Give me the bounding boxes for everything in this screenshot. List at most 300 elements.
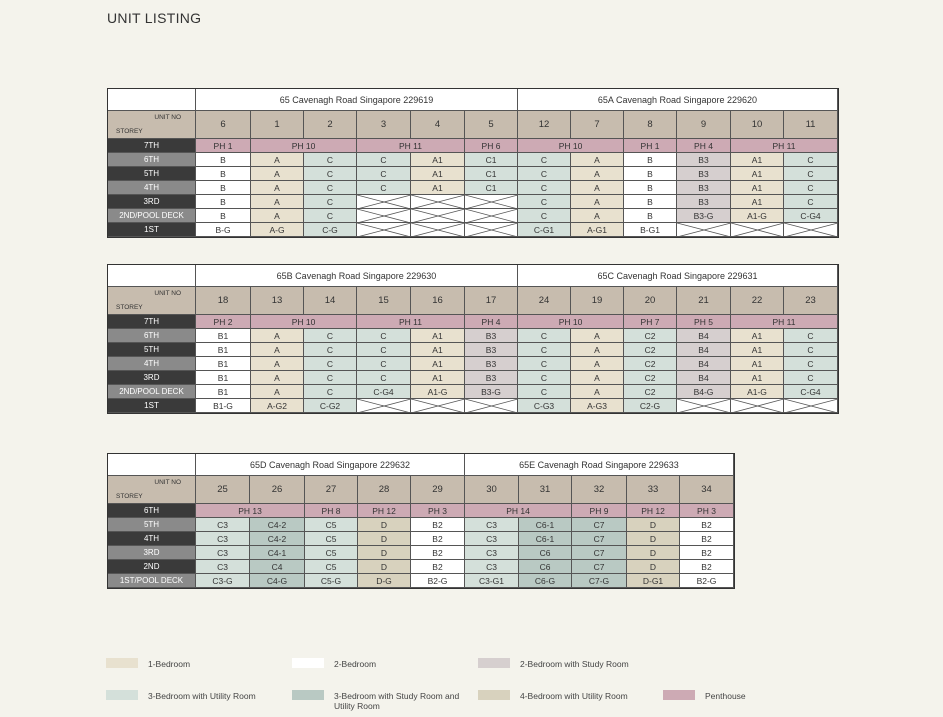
unit-number: 19 <box>571 287 624 315</box>
unit-type-cell: C <box>304 195 357 209</box>
storey-label-cell: 5TH <box>108 343 196 357</box>
unit-type-cell: A1 <box>731 167 784 181</box>
storey-label: STOREY <box>116 304 143 311</box>
unit-type-cell: B <box>624 195 677 209</box>
unit-number: 34 <box>680 476 734 504</box>
unit-type-cell: A1 <box>731 343 784 357</box>
cross-icon <box>357 209 411 223</box>
unit-type-cell: A1 <box>411 167 465 181</box>
unit-type-cell: A1 <box>411 357 465 371</box>
block-address: 65E Cavenagh Road Singapore 229633 <box>465 454 734 476</box>
unit-type-cell: C-G4 <box>784 385 838 399</box>
unit-type-cell: C <box>518 329 571 343</box>
unavailable-cell <box>411 209 465 223</box>
unit-type-cell: C <box>518 385 571 399</box>
legend-label: 3-Bedroom with Study Room and Utility Room <box>334 691 460 711</box>
unavailable-cell <box>411 223 465 237</box>
unit-type-cell: C3-G1 <box>465 574 519 588</box>
storey-label-cell: 5TH <box>108 167 196 181</box>
unit-type-cell: C <box>784 357 838 371</box>
unit-type-cell: B4 <box>677 371 731 385</box>
storey-label: STOREY <box>116 128 143 135</box>
unit-type-cell: A-G2 <box>251 399 304 413</box>
cross-icon <box>465 209 518 223</box>
penthouse-cell: PH 13 <box>196 504 305 518</box>
unit-type-cell: C <box>357 357 411 371</box>
cross-icon <box>784 223 838 237</box>
unit-number: 10 <box>731 111 784 139</box>
unit-number: 17 <box>465 287 518 315</box>
unit-type-cell: C <box>518 167 571 181</box>
unit-number: 31 <box>519 476 572 504</box>
unit-type-cell: C <box>518 181 571 195</box>
blank-corner <box>108 89 196 111</box>
unit-type-cell: D <box>358 546 411 560</box>
block-address: 65C Cavenagh Road Singapore 229631 <box>518 265 838 287</box>
unit-number: 32 <box>572 476 627 504</box>
unit-type-cell: C6 <box>519 560 572 574</box>
unit-number: 30 <box>465 476 519 504</box>
storey-label-cell: 1ST/POOL DECK <box>108 574 196 588</box>
unit-type-cell: C <box>784 329 838 343</box>
unit-number: 14 <box>304 287 357 315</box>
unit-type-cell: B-G <box>196 223 251 237</box>
unit-type-cell: C <box>304 153 357 167</box>
unit-type-cell: A1-G <box>731 385 784 399</box>
storey-label-cell: 5TH <box>108 518 196 532</box>
penthouse-cell: PH 1 <box>624 139 677 153</box>
blank-corner <box>108 454 196 476</box>
storey-label-cell: 4TH <box>108 357 196 371</box>
unit-type-cell: A1 <box>731 357 784 371</box>
unavailable-cell <box>465 399 518 413</box>
legend-swatch <box>478 690 510 700</box>
penthouse-cell: PH 3 <box>411 504 465 518</box>
unit-type-cell: C5 <box>305 532 358 546</box>
unit-type-cell: C <box>518 371 571 385</box>
unit-type-cell: B2 <box>680 560 734 574</box>
legend-label: 3-Bedroom with Utility Room <box>148 691 256 701</box>
unit-type-cell: A <box>251 181 304 195</box>
unit-type-cell: B4-G <box>677 385 731 399</box>
unit-type-cell: A1 <box>411 153 465 167</box>
penthouse-cell: PH 11 <box>357 315 465 329</box>
penthouse-cell: PH 10 <box>251 315 357 329</box>
unit-number: 8 <box>624 111 677 139</box>
unit-type-cell: B <box>624 167 677 181</box>
unit-type-cell: C <box>304 357 357 371</box>
unit-type-cell: C <box>518 343 571 357</box>
unit-type-cell: C <box>357 167 411 181</box>
unit-number: 12 <box>518 111 571 139</box>
unit-type-cell: B2-G <box>411 574 465 588</box>
unit-type-cell: C5 <box>305 546 358 560</box>
unit-type-cell: A <box>251 371 304 385</box>
unit-type-cell: C1 <box>465 153 518 167</box>
unavailable-cell <box>677 223 731 237</box>
penthouse-cell: PH 6 <box>465 139 518 153</box>
unit-type-cell: C-G <box>304 223 357 237</box>
unit-number: 27 <box>305 476 358 504</box>
storey-label-cell: 2ND/POOL DECK <box>108 209 196 223</box>
unit-type-cell: B <box>624 153 677 167</box>
storey-label-cell: 6TH <box>108 329 196 343</box>
cross-icon <box>677 223 731 237</box>
unit-type-cell: C2 <box>624 385 677 399</box>
unit-number: 13 <box>251 287 304 315</box>
unit-type-cell: A <box>571 343 624 357</box>
unit-type-cell: A1 <box>411 181 465 195</box>
unit-number: 5 <box>465 111 518 139</box>
storey-label-cell: 6TH <box>108 504 196 518</box>
penthouse-cell: PH 14 <box>465 504 572 518</box>
cross-icon <box>677 399 731 413</box>
storey-label-cell: 3RD <box>108 195 196 209</box>
unit-type-cell: C-G4 <box>357 385 411 399</box>
unit-type-cell: A1-G <box>411 385 465 399</box>
unit-type-cell: C-G4 <box>784 209 838 223</box>
unit-type-cell: B3 <box>677 153 731 167</box>
penthouse-cell: PH 4 <box>465 315 518 329</box>
unit-type-cell: C2-G <box>624 399 677 413</box>
unit-type-cell: B <box>624 209 677 223</box>
legend-swatch <box>106 690 138 700</box>
unit-type-cell: A <box>571 153 624 167</box>
unit-storey-corner <box>108 111 196 139</box>
unit-type-cell: C2 <box>624 343 677 357</box>
unit-number: 6 <box>196 111 251 139</box>
unit-type-cell: C4-1 <box>250 546 305 560</box>
unit-type-cell: C7 <box>572 532 627 546</box>
legend-swatch <box>292 658 324 668</box>
unit-type-cell: A-G3 <box>571 399 624 413</box>
unit-type-cell: D-G <box>358 574 411 588</box>
cross-icon <box>411 195 465 209</box>
unit-type-cell: C7 <box>572 546 627 560</box>
unit-type-cell: C6-G <box>519 574 572 588</box>
unit-type-cell: C4-2 <box>250 532 305 546</box>
penthouse-cell: PH 9 <box>572 504 627 518</box>
unit-type-cell: B3 <box>465 371 518 385</box>
unit-type-cell: B4 <box>677 357 731 371</box>
unit-type-cell: B <box>196 153 251 167</box>
unit-type-cell: A <box>251 343 304 357</box>
unit-number: 15 <box>357 287 411 315</box>
unit-type-cell: D <box>627 532 680 546</box>
unit-storey-corner <box>108 476 196 504</box>
unit-type-cell: B2-G <box>680 574 734 588</box>
unit-type-cell: C-G2 <box>304 399 357 413</box>
legend-label: 4-Bedroom with Utility Room <box>520 691 628 701</box>
unit-type-cell: A1 <box>731 329 784 343</box>
unavailable-cell <box>465 209 518 223</box>
unit-type-cell: B <box>196 195 251 209</box>
unit-type-cell: B3 <box>677 195 731 209</box>
unit-type-cell: A1 <box>731 153 784 167</box>
unit-type-cell: A <box>571 329 624 343</box>
unit-type-cell: C3-G <box>196 574 250 588</box>
unit-type-cell: B3 <box>465 357 518 371</box>
unit-number: 25 <box>196 476 250 504</box>
storey-label-cell: 4TH <box>108 532 196 546</box>
unit-type-cell: C3 <box>465 518 519 532</box>
legend-swatch <box>663 690 695 700</box>
unit-type-cell: A <box>251 209 304 223</box>
unit-type-cell: B3 <box>465 343 518 357</box>
unit-type-cell: B3 <box>677 167 731 181</box>
penthouse-cell: PH 11 <box>357 139 465 153</box>
unit-type-cell: A1-G <box>731 209 784 223</box>
storey-label-cell: 2ND <box>108 560 196 574</box>
unit-type-cell: C3 <box>465 532 519 546</box>
unit-type-cell: C <box>357 153 411 167</box>
unit-number: 26 <box>250 476 305 504</box>
cross-icon <box>357 223 411 237</box>
unit-type-cell: A <box>251 357 304 371</box>
unit-number: 23 <box>784 287 838 315</box>
unit-type-cell: B1 <box>196 385 251 399</box>
unit-type-cell: C <box>304 209 357 223</box>
unit-type-cell: C2 <box>624 371 677 385</box>
unit-no-label: UNIT NO <box>154 290 181 297</box>
unit-type-cell: C5-G <box>305 574 358 588</box>
unit-type-cell: C2 <box>624 329 677 343</box>
unit-type-cell: C-G1 <box>518 223 571 237</box>
unit-type-cell: C <box>357 371 411 385</box>
unit-type-cell: C <box>784 195 838 209</box>
unit-type-cell: A1 <box>731 181 784 195</box>
unit-type-cell: C3 <box>196 518 250 532</box>
unit-type-cell: B2 <box>411 560 465 574</box>
unit-type-cell: B2 <box>411 518 465 532</box>
legend-swatch <box>106 658 138 668</box>
unit-type-cell: C3 <box>196 532 250 546</box>
unit-type-cell: B3 <box>465 329 518 343</box>
unit-type-cell: C6-1 <box>519 518 572 532</box>
unit-type-cell: D-G1 <box>627 574 680 588</box>
storey-label-cell: 3RD <box>108 371 196 385</box>
block-address: 65D Cavenagh Road Singapore 229632 <box>196 454 465 476</box>
unit-number: 16 <box>411 287 465 315</box>
unit-type-cell: C1 <box>465 167 518 181</box>
unit-type-cell: B4 <box>677 343 731 357</box>
unit-type-cell: C4-G <box>250 574 305 588</box>
storey-label-cell: 1ST <box>108 223 196 237</box>
unit-number: 28 <box>358 476 411 504</box>
unit-type-cell: A <box>251 167 304 181</box>
unit-type-cell: C3 <box>196 546 250 560</box>
unit-type-cell: C <box>357 329 411 343</box>
unit-type-cell: B2 <box>411 532 465 546</box>
cross-icon <box>411 223 465 237</box>
unit-number: 24 <box>518 287 571 315</box>
unit-type-cell: B1-G <box>196 399 251 413</box>
unavailable-cell <box>731 223 784 237</box>
cross-icon <box>357 399 411 413</box>
unit-type-cell: A <box>571 181 624 195</box>
unit-type-cell: C7-G <box>572 574 627 588</box>
unit-storey-corner <box>108 287 196 315</box>
cross-icon <box>357 195 411 209</box>
page-title: UNIT LISTING <box>107 10 202 26</box>
unavailable-cell <box>465 195 518 209</box>
legend-label: 2-Bedroom with Study Room <box>520 659 629 669</box>
unit-no-label: UNIT NO <box>154 479 181 486</box>
unit-number: 2 <box>304 111 357 139</box>
unavailable-cell <box>465 223 518 237</box>
unit-type-cell: C <box>357 181 411 195</box>
unit-type-cell: A <box>251 329 304 343</box>
unit-type-cell: D <box>627 560 680 574</box>
unit-number: 1 <box>251 111 304 139</box>
unit-type-cell: C3 <box>196 560 250 574</box>
unavailable-cell <box>357 399 411 413</box>
unit-type-cell: A <box>571 195 624 209</box>
unit-type-cell: B1 <box>196 357 251 371</box>
unit-type-cell: B <box>196 209 251 223</box>
unit-type-cell: B <box>196 181 251 195</box>
unit-number: 9 <box>677 111 731 139</box>
unavailable-cell <box>411 399 465 413</box>
unit-type-cell: C4 <box>250 560 305 574</box>
unit-number: 29 <box>411 476 465 504</box>
unit-type-cell: C <box>784 167 838 181</box>
unavailable-cell <box>677 399 731 413</box>
unit-type-cell: C4-2 <box>250 518 305 532</box>
penthouse-cell: PH 3 <box>680 504 734 518</box>
unit-type-cell: A1 <box>411 343 465 357</box>
unit-type-cell: A <box>571 385 624 399</box>
unit-type-cell: B3-G <box>465 385 518 399</box>
penthouse-cell: PH 2 <box>196 315 251 329</box>
unit-type-cell: C6 <box>519 546 572 560</box>
unit-type-cell: C <box>518 153 571 167</box>
storey-label-cell: 7TH <box>108 139 196 153</box>
unit-type-cell: C <box>304 385 357 399</box>
unit-number: 21 <box>677 287 731 315</box>
unit-type-cell: C <box>304 181 357 195</box>
unavailable-cell <box>731 399 784 413</box>
unit-number: 20 <box>624 287 677 315</box>
penthouse-cell: PH 8 <box>305 504 358 518</box>
unit-type-cell: C <box>304 167 357 181</box>
unit-type-cell: C-G3 <box>518 399 571 413</box>
unit-type-cell: B3-G <box>677 209 731 223</box>
unit-number: 22 <box>731 287 784 315</box>
unit-type-cell: B1 <box>196 371 251 385</box>
penthouse-cell: PH 10 <box>518 315 624 329</box>
unavailable-cell <box>784 223 838 237</box>
penthouse-cell: PH 10 <box>251 139 357 153</box>
unit-number: 4 <box>411 111 465 139</box>
unit-type-cell: A1 <box>411 371 465 385</box>
cross-icon <box>465 399 518 413</box>
unit-type-cell: C <box>784 181 838 195</box>
penthouse-cell: PH 12 <box>627 504 680 518</box>
unit-type-cell: A <box>571 167 624 181</box>
storey-label: STOREY <box>116 493 143 500</box>
unavailable-cell <box>411 195 465 209</box>
legend-swatch <box>292 690 324 700</box>
unit-type-cell: B1 <box>196 329 251 343</box>
unit-type-cell: C3 <box>465 560 519 574</box>
cross-icon <box>465 195 518 209</box>
storey-label-cell: 1ST <box>108 399 196 413</box>
unit-type-cell: B4 <box>677 329 731 343</box>
unit-type-cell: B2 <box>411 546 465 560</box>
unit-table <box>107 264 839 414</box>
unit-type-cell: A <box>571 209 624 223</box>
unavailable-cell <box>357 223 411 237</box>
unit-type-cell: C7 <box>572 518 627 532</box>
unit-type-cell: A-G <box>251 223 304 237</box>
unit-type-cell: C <box>304 343 357 357</box>
cross-icon <box>784 399 838 413</box>
unit-type-cell: C <box>784 343 838 357</box>
unit-type-cell: C <box>518 357 571 371</box>
penthouse-cell: PH 4 <box>677 139 731 153</box>
unit-type-cell: A1 <box>411 329 465 343</box>
legend-label: Penthouse <box>705 691 746 701</box>
unit-type-cell: D <box>358 532 411 546</box>
unit-number: 7 <box>571 111 624 139</box>
unit-type-cell: C7 <box>572 560 627 574</box>
unit-type-cell: D <box>627 546 680 560</box>
unit-type-cell: D <box>358 560 411 574</box>
unit-type-cell: A <box>571 357 624 371</box>
unit-type-cell: C <box>357 343 411 357</box>
cross-icon <box>411 399 465 413</box>
unit-type-cell: B1 <box>196 343 251 357</box>
cross-icon <box>465 223 518 237</box>
unit-type-cell: C1 <box>465 181 518 195</box>
legend-swatch <box>478 658 510 668</box>
block-address: 65B Cavenagh Road Singapore 229630 <box>196 265 518 287</box>
unit-type-cell: B3 <box>677 181 731 195</box>
unit-number: 11 <box>784 111 838 139</box>
block-address: 65A Cavenagh Road Singapore 229620 <box>518 89 838 111</box>
unit-type-cell: A <box>251 195 304 209</box>
legend-label: 2-Bedroom <box>334 659 377 669</box>
penthouse-cell: PH 11 <box>731 315 838 329</box>
unit-type-cell: A-G1 <box>571 223 624 237</box>
unit-type-cell: A1 <box>731 371 784 385</box>
storey-label-cell: 4TH <box>108 181 196 195</box>
unit-type-cell: B2 <box>680 532 734 546</box>
unavailable-cell <box>357 209 411 223</box>
storey-label-cell: 2ND/POOL DECK <box>108 385 196 399</box>
unit-type-cell: C2 <box>624 357 677 371</box>
unit-type-cell: B2 <box>680 546 734 560</box>
unit-type-cell: C <box>304 371 357 385</box>
unit-type-cell: C6-1 <box>519 532 572 546</box>
unit-type-cell: B <box>196 167 251 181</box>
unit-type-cell: D <box>627 518 680 532</box>
unavailable-cell <box>357 195 411 209</box>
penthouse-cell: PH 1 <box>196 139 251 153</box>
unit-number: 3 <box>357 111 411 139</box>
penthouse-cell: PH 12 <box>358 504 411 518</box>
unit-type-cell: D <box>358 518 411 532</box>
unit-type-cell: B-G1 <box>624 223 677 237</box>
unit-type-cell: C <box>518 195 571 209</box>
unit-table <box>107 453 735 589</box>
unit-type-cell: A <box>571 371 624 385</box>
penthouse-cell: PH 5 <box>677 315 731 329</box>
unit-type-cell: A <box>251 153 304 167</box>
cross-icon <box>411 209 465 223</box>
unit-type-cell: B2 <box>680 518 734 532</box>
